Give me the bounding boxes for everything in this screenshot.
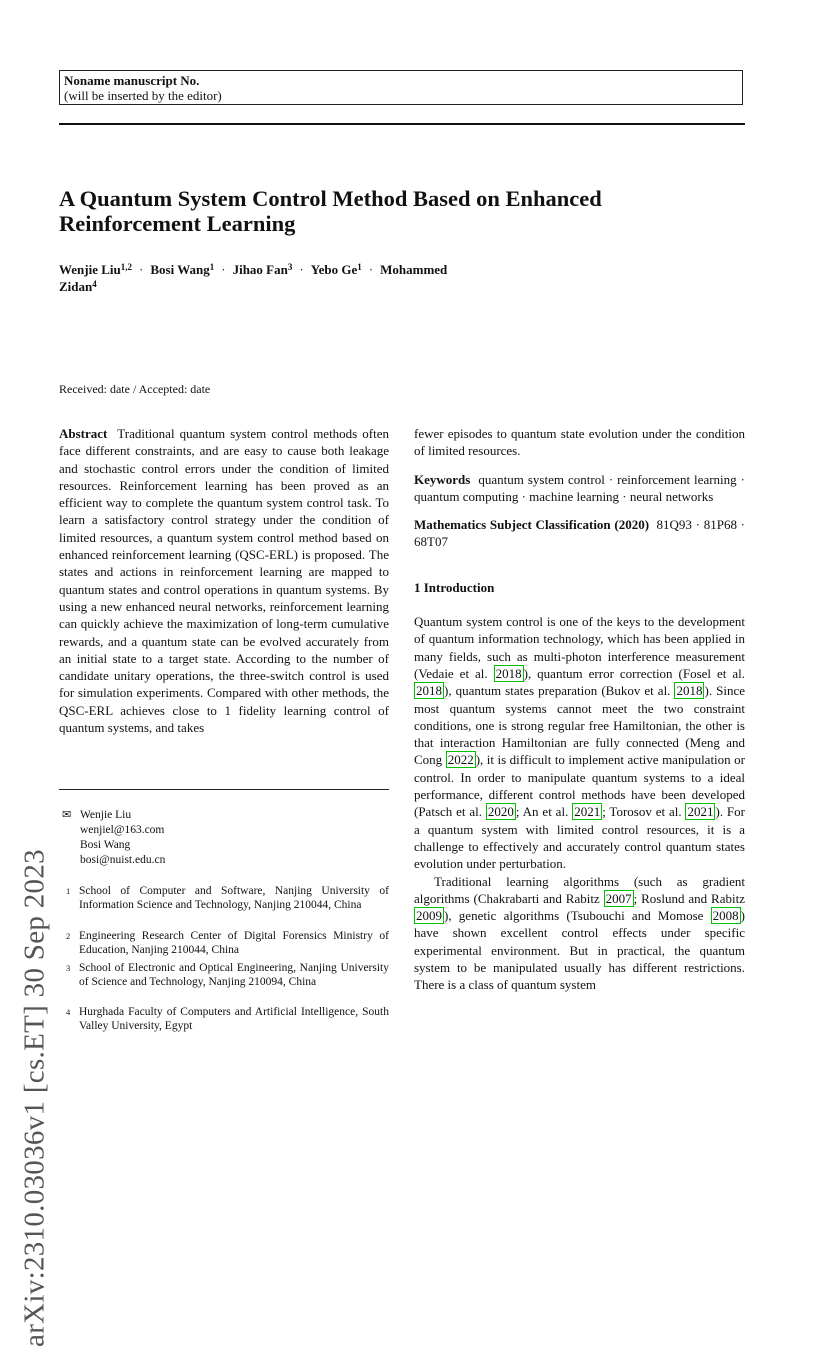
received-line: Received: date / Accepted: date xyxy=(59,382,211,396)
author-list: Wenjie Liu$^{1,2}$ · Bosi Wang$^1$ · Jihao Fan$^3$ · Yebo $Ge^1$ · Mohammed Zidan$^4$ xyxy=(59,262,448,294)
contact-block xyxy=(62,808,165,868)
affiliation-item: 2 Engineering Research Center of Digital Forensics Ministry of Education, Nanjing 210044, China xyxy=(66,930,389,956)
intro-paragraph-2: Traditional learning algorithms (such as gradient algorithms (Chakrabarti and Rabitz 2007 ; Roslund and Rabitz 2009 ), genetic algorithms (Tsubouchi and Momose 2008 ) have shown excellent control effects under specific experimental environment. But in practical, the quantum system to be manipulated usually has different restrictions. There is a class of quantum system xyxy=(414,873,745,993)
title-line-1: A Quantum System Control Method Based on Enhanced xyxy=(59,186,602,211)
author: Zidan$^4$ xyxy=(59,279,97,294)
abstract-block xyxy=(59,425,389,736)
citation-link[interactable]: 2022 xyxy=(447,752,474,768)
right-column xyxy=(414,425,745,994)
contact-name: Wenjie Liu xyxy=(80,809,132,821)
paper-title xyxy=(59,186,749,236)
abstract-text: Traditional quantum system control methods often face different constraints, and are easy to cause both leakage and stochastic control errors under the condition of limited resources. Reinforcement learning has been proved as an efficient way to complete the quantum system control task. To learn a satisfactory control strategy under the condition of limited resources, a quantum system control method based on enhanced reinforcement learning (QSC-ERL) is proposed. The states and actions in reinforcement learning are mapped to quantum states and control operations in quantum systems. By using a new enhanced neural networks, reinforcement learning can quickly achieve the maximization of long-term cumulative rewards, and a quantum state can be evolved accurately from an initial state to a target state. According to the number of candidate unitary operations, the three-switch control is used for simulation experiments. Compared with other methods, the QSC-ERL achieves close to 1 fidelity learning control of quantum systems, and takes xyxy=(59,426,390,736)
citation-link[interactable]: 2008 xyxy=(712,908,739,924)
abstract-continued: fewer episodes to quantum state evolution under the condition of limited resources. xyxy=(414,426,745,459)
affiliation-item: 3 School of Electronic and Optical Engineering, Nanjing University of Science and Technology, Nanjing 210094, China xyxy=(66,962,389,988)
section-heading-introduction: 1 Introduction xyxy=(414,579,495,595)
envelope-icon: ✉ xyxy=(62,809,72,821)
citation-link[interactable]: 2009 xyxy=(416,908,442,924)
author: Mohammed xyxy=(380,262,448,277)
contact-email[interactable]: bosi@nuist.edu.cn xyxy=(80,854,166,866)
arxiv-sidebar xyxy=(15,849,55,1347)
citation-link[interactable]: 2018 xyxy=(416,683,442,699)
contact-email[interactable]: wenjiel@163.com xyxy=(80,824,165,836)
editor-note: (will be inserted by the editor) xyxy=(64,88,222,103)
citation-link[interactable]: 2021 xyxy=(687,804,714,820)
keywords-block: Keywords quantum system control · reinforcement learning · quantum computing · machine learning · neural networks xyxy=(414,471,745,504)
citation-link[interactable]: 2007 xyxy=(605,890,632,906)
footnote-rule xyxy=(59,789,389,790)
msc-block: Mathematics Subject Classification (2020) 81Q93 · 81P68 · 68T07 xyxy=(414,517,746,550)
author: Wenjie Liu$^{1,2}$ xyxy=(59,262,133,277)
citation-link[interactable]: 2020 xyxy=(487,804,514,820)
title-line-2: Reinforcement Learning xyxy=(59,211,296,236)
affiliation-item: 1 School of Computer and Software, Nanjing University of Information Science and Technology, Nanjing 210044, China xyxy=(66,885,389,911)
intro-paragraph-1: Quantum system control is one of the keys to the development of quantum information technology, which has been applied in many fields, such as multi-photon interference measurement (Vedaie et al. 2018 ), quantum error correction (Fosel et al. 2018 ), quantum states preparation (Bukov et al. 2018 ). Since most quantum systems cannot meet the two constraint conditions, one is strong regular free Hamiltonian, the other is that interaction Hamiltonian are fully connected (Meng and Cong 2022 ), it is difficult to implement active manipulation or control. In order to manipulate quantum systems to a ideal performance, different control methods have been developed (Patsch et al. 2020 ; An et al. 2021 ; Torosov et al. 2021 ). For a quantum system with limited control resources, it is a challenge to effectively and accurately control quantum states evolution under perturbation. xyxy=(414,614,746,872)
citation-link[interactable]: 2018 xyxy=(495,665,522,681)
manuscript-number: Noname manuscript No. xyxy=(64,73,200,88)
author: Jihao Fan$^3$ xyxy=(232,262,293,277)
manuscript-header-box xyxy=(59,70,743,105)
contact-name: Bosi Wang xyxy=(80,839,131,851)
author: Bosi Wang$^1$ xyxy=(150,262,215,277)
abstract-label: Abstract xyxy=(59,426,108,441)
arxiv-identifier[interactable]: arXiv:2310.03036v1 [cs.ET] 30 Sep 2023 xyxy=(18,849,51,1347)
affiliation-item: 4 Hurghada Faculty of Computers and Artificial Intelligence, South Valley University, Egypt xyxy=(66,1006,389,1032)
author: Yebo Ge$^1$ xyxy=(310,262,362,277)
citation-link[interactable]: 2018 xyxy=(676,683,703,699)
header-rule xyxy=(59,123,745,125)
citation-link[interactable]: 2021 xyxy=(574,804,601,820)
